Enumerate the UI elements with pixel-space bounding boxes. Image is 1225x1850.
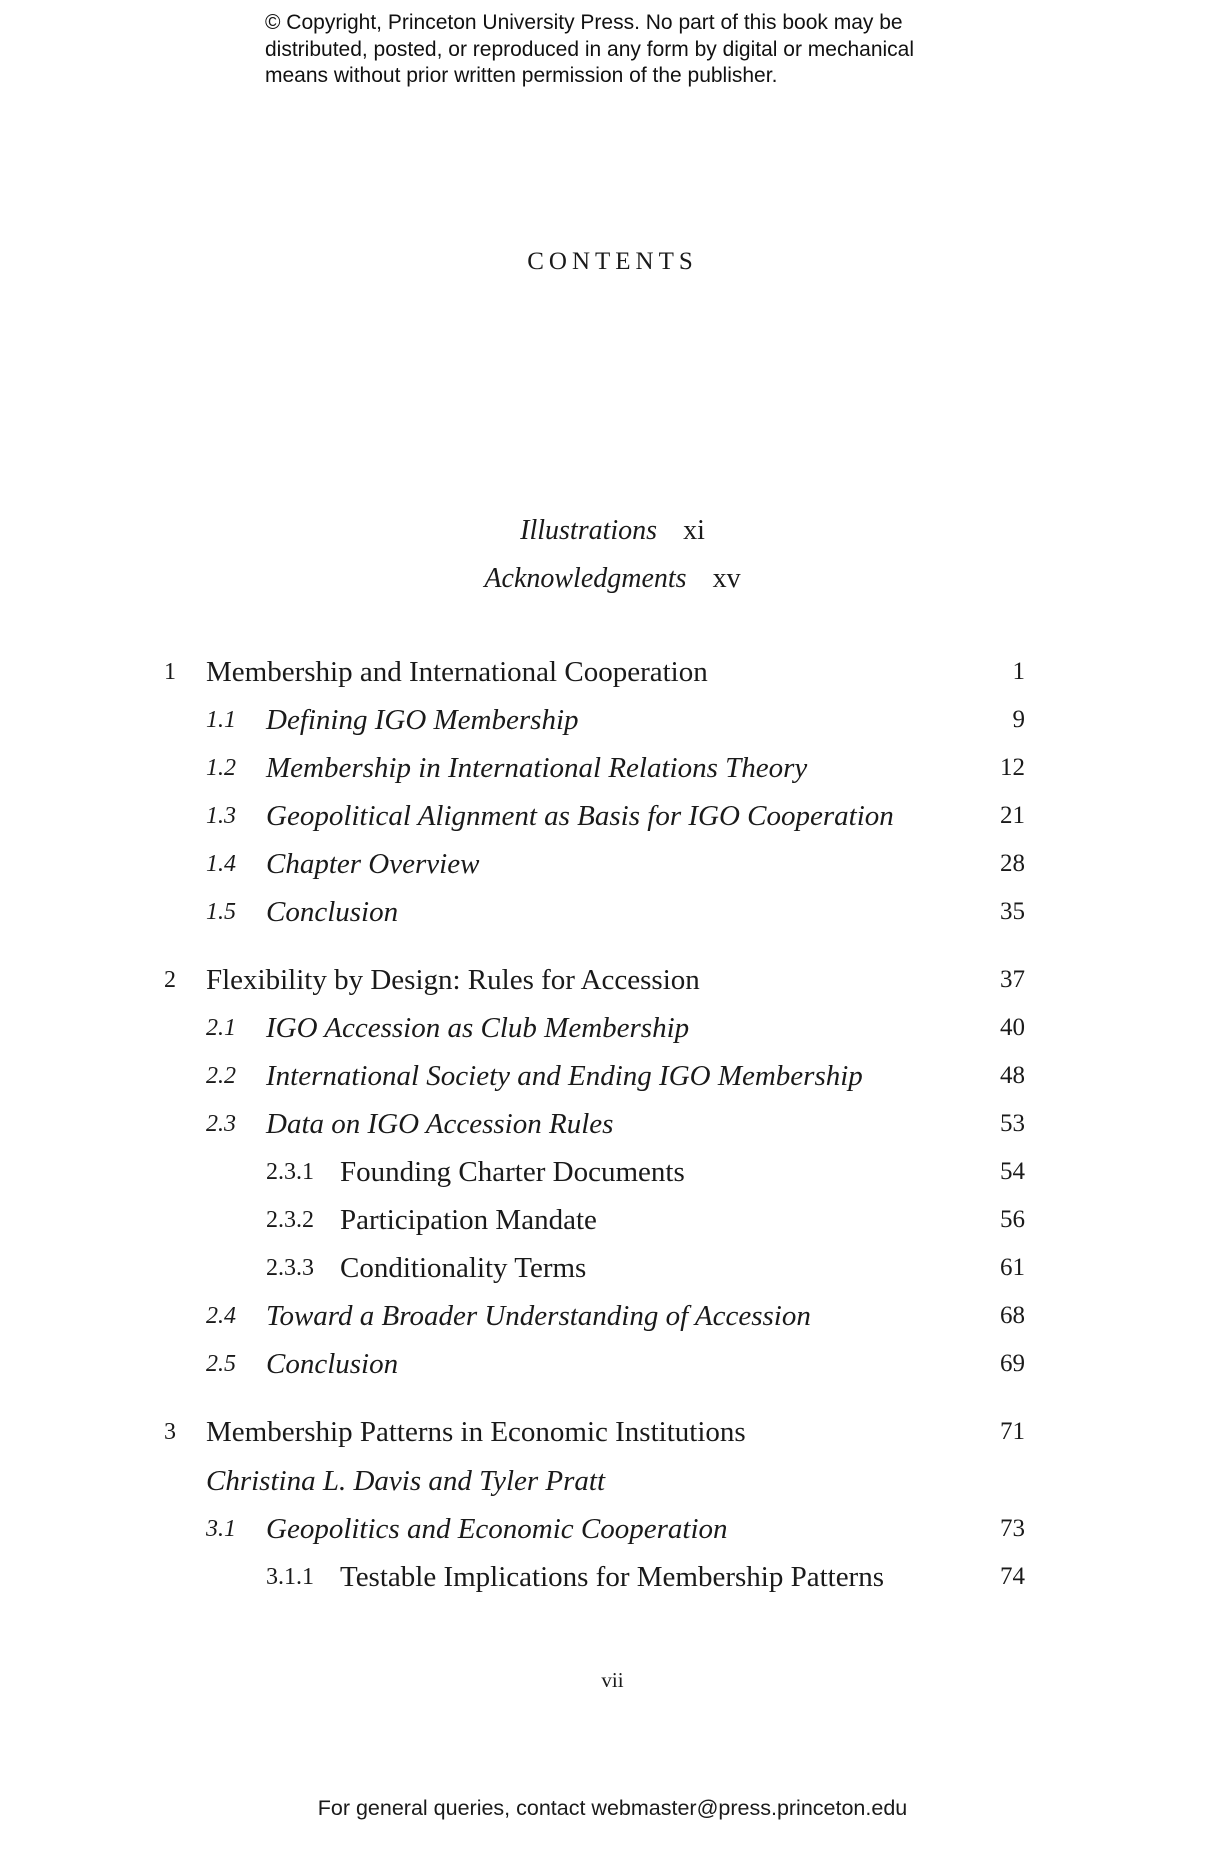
entry-title: IGO Accession as Club Membership bbox=[266, 1012, 690, 1044]
entry-page: 9 bbox=[1012, 706, 1025, 733]
copyright-line-1: © Copyright, Princeton University Press. No part of this book may be bbox=[265, 11, 903, 34]
entry-title: Founding Charter Documents bbox=[340, 1156, 685, 1188]
entry-page: 54 bbox=[1000, 1158, 1025, 1185]
front-matter-title: Acknowledgments bbox=[484, 563, 687, 594]
entry-page: 48 bbox=[1000, 1062, 1025, 1089]
toc-section-1-3[interactable] bbox=[0, 796, 1225, 836]
entry-number: 3.1 bbox=[206, 1516, 236, 1542]
entry-number: 2 bbox=[164, 967, 176, 993]
entry-number: 1.1 bbox=[206, 707, 236, 733]
entry-title: Toward a Broader Understanding of Accession bbox=[266, 1300, 811, 1332]
toc-chapter-2[interactable] bbox=[0, 960, 1225, 1000]
copyright-line-2: distributed, posted, or reproduced in any form by digital or mechanical bbox=[265, 37, 915, 61]
entry-page: 37 bbox=[1000, 966, 1025, 993]
toc-subsection-3-1-1[interactable] bbox=[0, 1557, 1225, 1597]
copyright-line-3: means without prior written permission of the publisher. bbox=[265, 64, 778, 87]
toc-chapter-3-authors bbox=[0, 1461, 1225, 1501]
front-matter-title: Illustrations bbox=[520, 515, 658, 546]
entry-number: 2.3.2 bbox=[266, 1207, 314, 1233]
toc-subsection-2-3-1[interactable] bbox=[0, 1152, 1225, 1192]
copyright-notice bbox=[265, 10, 1025, 90]
toc-subsection-2-3-2[interactable] bbox=[0, 1200, 1225, 1240]
entry-title: Membership and International Cooperation bbox=[206, 656, 708, 688]
entry-number: 1.3 bbox=[206, 803, 236, 829]
entry-title: Chapter Overview bbox=[266, 848, 480, 880]
front-matter-illustrations[interactable] bbox=[0, 515, 1225, 547]
entry-number: 3.1.1 bbox=[266, 1564, 314, 1590]
entry-number: 1.4 bbox=[206, 851, 236, 877]
entry-number: 2.1 bbox=[206, 1015, 236, 1041]
page-number: vii bbox=[601, 1668, 624, 1692]
entry-number: 3 bbox=[164, 1419, 176, 1445]
entry-page: 69 bbox=[1000, 1350, 1025, 1377]
entry-page: 28 bbox=[1000, 850, 1025, 877]
entry-number: 2.3.1 bbox=[266, 1159, 314, 1185]
toc-section-3-1[interactable] bbox=[0, 1509, 1225, 1549]
toc-section-1-4[interactable] bbox=[0, 844, 1225, 884]
chapter-authors: Christina L. Davis and Tyler Pratt bbox=[206, 1465, 606, 1497]
front-matter-acknowledgments[interactable] bbox=[0, 563, 1225, 595]
entry-number: 2.5 bbox=[206, 1351, 236, 1377]
entry-page: 53 bbox=[1000, 1110, 1025, 1137]
toc-section-1-2[interactable] bbox=[0, 748, 1225, 788]
entry-title: Membership in International Relations Theory bbox=[266, 752, 808, 784]
entry-title: Conditionality Terms bbox=[340, 1252, 587, 1284]
entry-page: 73 bbox=[1000, 1515, 1025, 1542]
front-matter-page: xv bbox=[712, 563, 741, 594]
entry-title: Geopolitical Alignment as Basis for IGO Cooperation bbox=[266, 800, 894, 832]
entry-page: 68 bbox=[1000, 1302, 1025, 1329]
entry-number: 1 bbox=[164, 659, 176, 685]
toc-section-1-5[interactable] bbox=[0, 892, 1225, 932]
entry-title: International Society and Ending IGO Membership bbox=[266, 1060, 863, 1092]
entry-page: 21 bbox=[1000, 802, 1025, 829]
entry-title: Geopolitics and Economic Cooperation bbox=[266, 1513, 728, 1545]
entry-number: 2.3 bbox=[206, 1111, 236, 1137]
toc-section-2-2[interactable] bbox=[0, 1056, 1225, 1096]
toc-section-2-3[interactable] bbox=[0, 1104, 1225, 1144]
entry-page: 12 bbox=[1000, 754, 1025, 781]
entry-title: Membership Patterns in Economic Institutions bbox=[206, 1416, 746, 1448]
toc-subsection-2-3-3[interactable] bbox=[0, 1248, 1225, 1288]
entry-title: Data on IGO Accession Rules bbox=[266, 1108, 614, 1140]
entry-page: 1 bbox=[1012, 658, 1025, 685]
toc-chapter-1[interactable] bbox=[0, 652, 1225, 692]
entry-number: 2.4 bbox=[206, 1303, 236, 1329]
toc-section-2-4[interactable] bbox=[0, 1296, 1225, 1336]
toc-section-1-1[interactable] bbox=[0, 700, 1225, 740]
entry-title: Conclusion bbox=[266, 1348, 399, 1380]
entry-title: Defining IGO Membership bbox=[266, 704, 579, 736]
toc-section-2-1[interactable] bbox=[0, 1008, 1225, 1048]
front-matter-page: xi bbox=[683, 515, 705, 546]
entry-number: 1.5 bbox=[206, 899, 236, 925]
entry-page: 40 bbox=[1000, 1014, 1025, 1041]
entry-page: 35 bbox=[1000, 898, 1025, 925]
entry-title: Participation Mandate bbox=[340, 1204, 597, 1236]
entry-number: 1.2 bbox=[206, 755, 236, 781]
toc-section-2-5[interactable] bbox=[0, 1344, 1225, 1384]
entry-number: 2.3.3 bbox=[266, 1255, 314, 1281]
toc-chapter-3[interactable] bbox=[0, 1412, 1225, 1452]
entry-number: 2.2 bbox=[206, 1063, 236, 1089]
entry-page: 61 bbox=[1000, 1254, 1025, 1281]
entry-title: Testable Implications for Membership Patterns bbox=[340, 1561, 885, 1593]
entry-title: Conclusion bbox=[266, 896, 399, 928]
footer-contact: For general queries, contact webmaster@press.princeton.edu bbox=[317, 1796, 908, 1820]
contents-heading: CONTENTS bbox=[527, 248, 698, 275]
entry-title: Flexibility by Design: Rules for Accession bbox=[206, 964, 700, 996]
entry-page: 74 bbox=[1000, 1563, 1025, 1590]
entry-page: 56 bbox=[1000, 1206, 1025, 1233]
entry-page: 71 bbox=[1000, 1418, 1025, 1445]
